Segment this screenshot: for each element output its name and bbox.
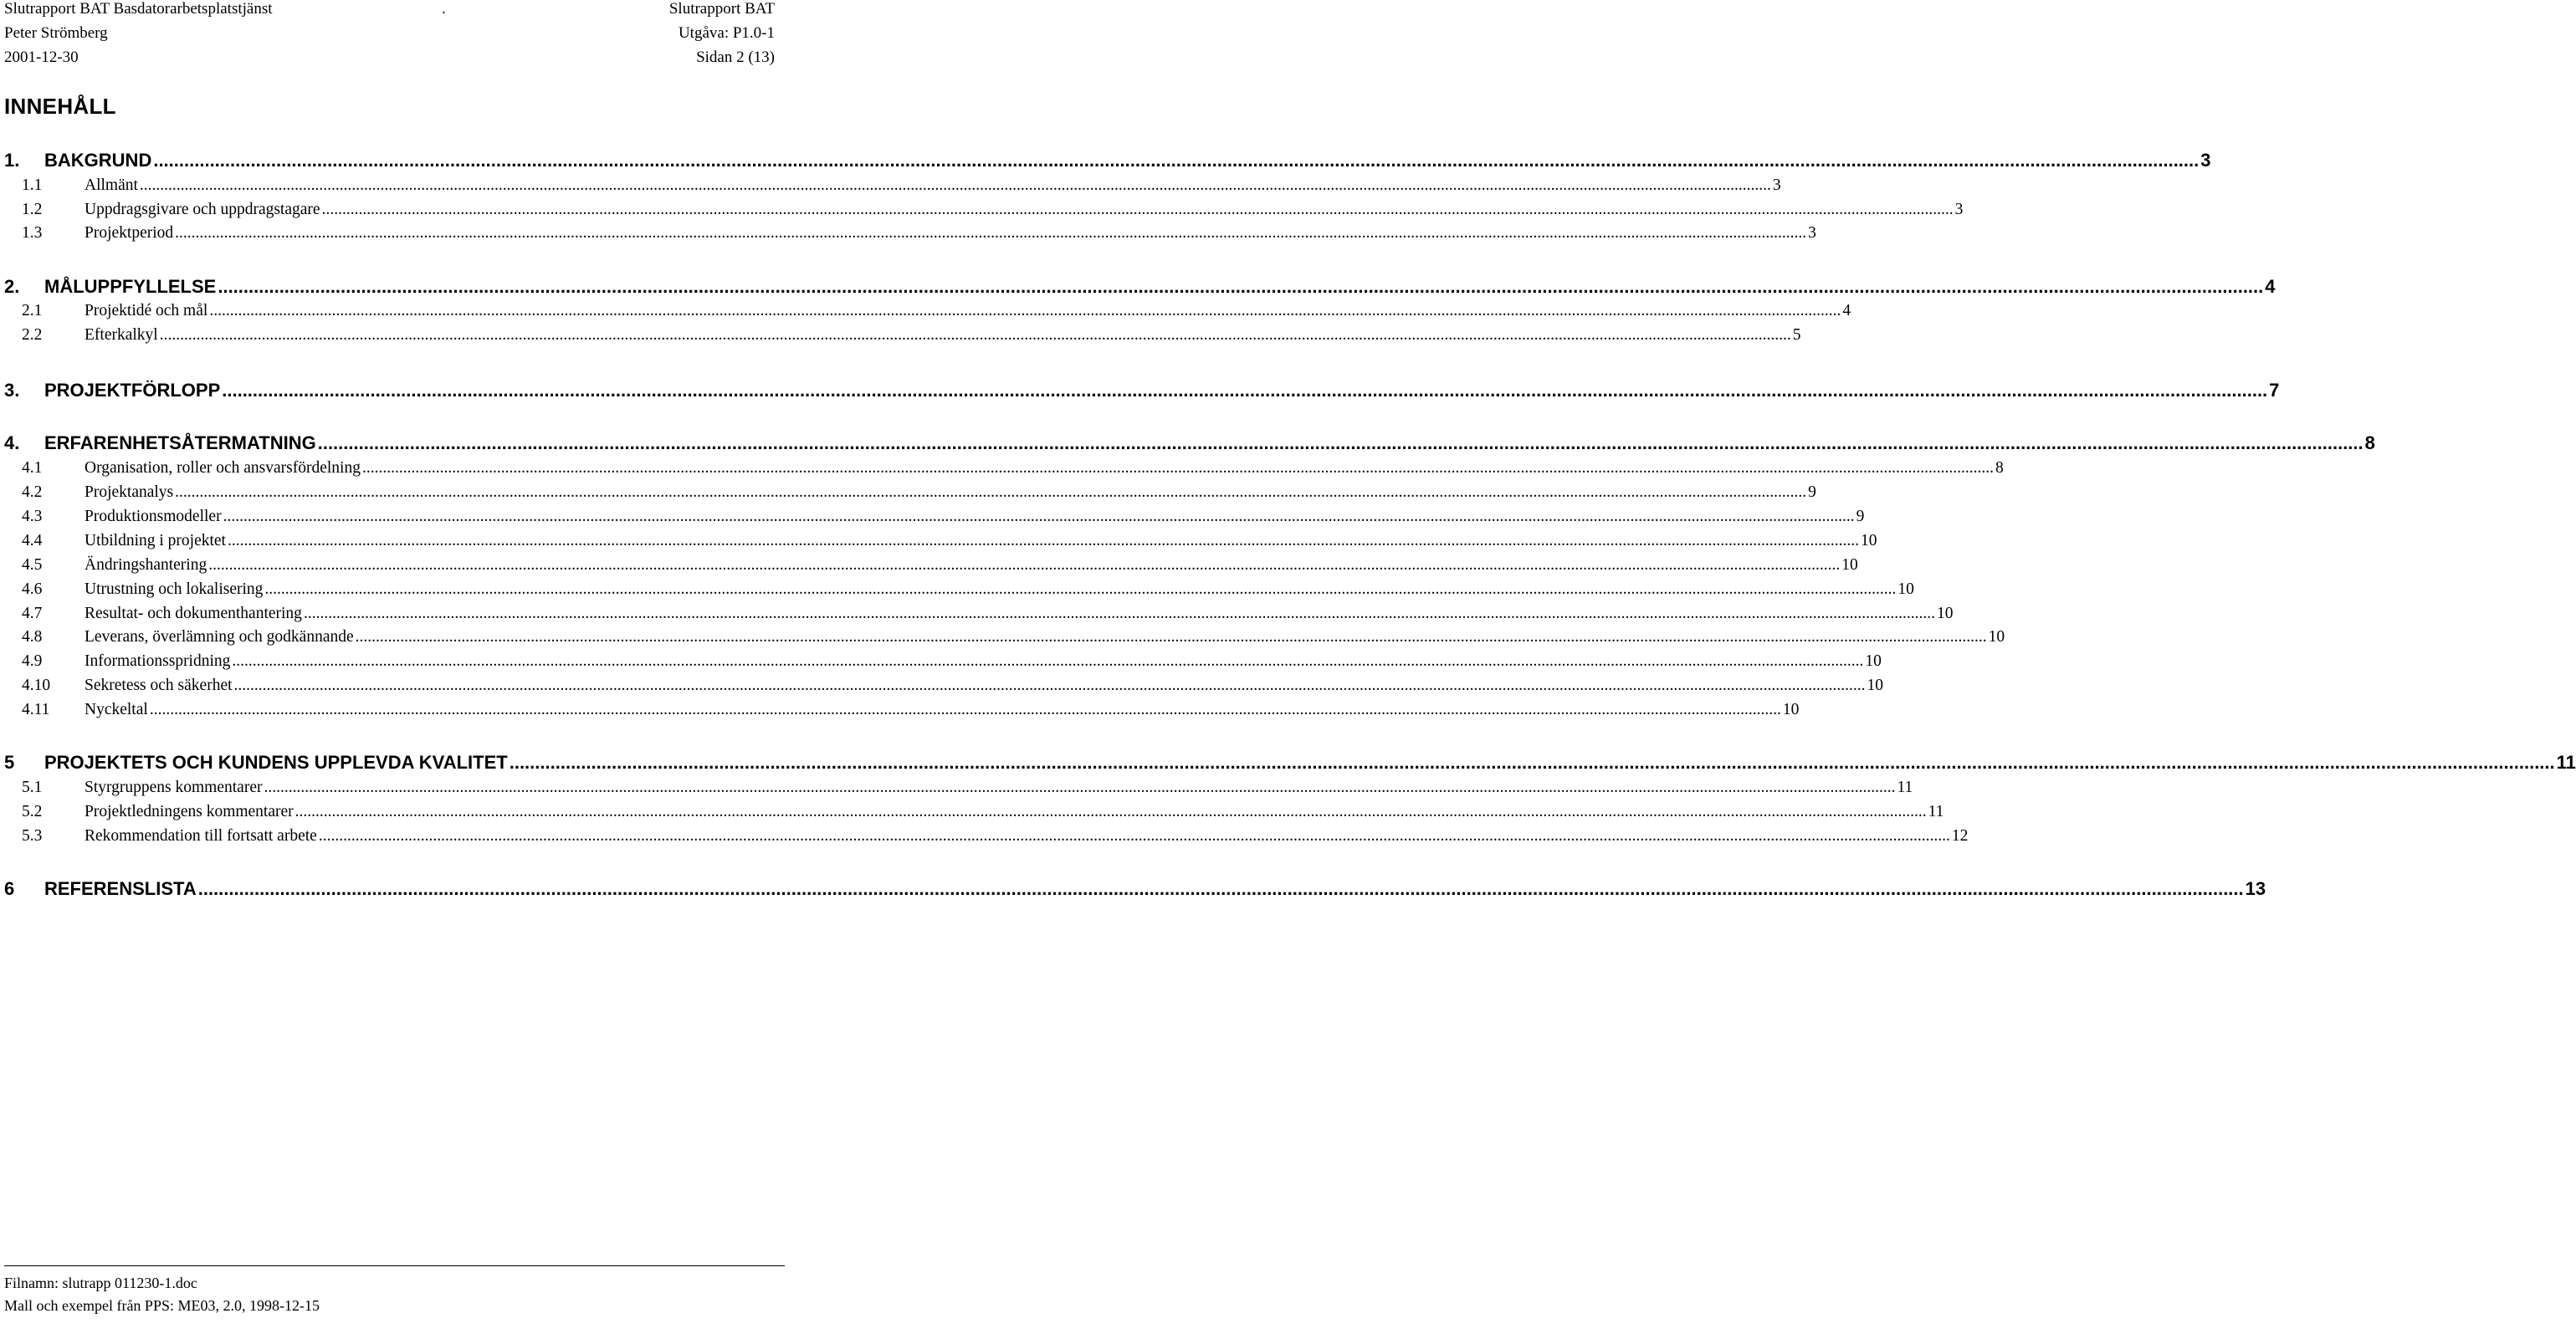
toc-entry-4-3[interactable] — [22, 505, 1865, 529]
toc-dot-leader: ................................................................................................................................................................................................................................................................................................................................................................................................................ — [153, 150, 2200, 171]
toc-entry-number: 4.7 — [22, 605, 43, 622]
toc-entry-4[interactable] — [4, 432, 2375, 455]
toc-entry-4-4[interactable] — [22, 529, 1877, 553]
toc-entry-6[interactable] — [4, 877, 2266, 901]
toc-entry-page: 3 — [2200, 150, 2211, 171]
toc-heading: INNEHÅLL — [4, 94, 116, 119]
toc-entry-title: PROJEKTETS OCH KUNDENS UPPLEVDA KVALITET — [44, 752, 508, 773]
toc-entry-5-2[interactable] — [22, 800, 1944, 824]
toc-entry-title: Projektidé och mål — [85, 302, 208, 319]
toc-entry-4-8[interactable] — [22, 626, 2005, 649]
toc-entry-title: BAKGRUND — [44, 150, 152, 171]
toc-entry-title: Nyckeltal — [85, 701, 148, 718]
toc-entry-title: Efterkalkyl — [85, 326, 158, 344]
toc-entry-number: 4. — [4, 432, 20, 453]
toc-entry-title: Styrgruppens kommentarer — [85, 779, 263, 796]
toc-entry-1[interactable] — [4, 149, 2211, 172]
toc-entry-page: 7 — [2269, 380, 2280, 401]
toc-entry-page: 10 — [1988, 628, 2005, 646]
toc-entry-page: 3 — [1954, 201, 1964, 218]
toc-entry-page: 5 — [1792, 326, 1801, 344]
toc-entry-number: 4.10 — [22, 677, 51, 694]
toc-dot-leader: ................................................................................................................................................................................................................................................................................................................................................................................................................ — [175, 224, 1807, 242]
toc-entry-title: Projektanalys — [85, 483, 174, 501]
toc-dot-leader: ................................................................................................................................................................................................................................................................................................................................................................................................................ — [149, 701, 1781, 718]
toc-entry-title: Utbildning i projektet — [85, 532, 226, 549]
header-page-number: Sidan 2 (13) — [696, 49, 775, 66]
toc-entry-number: 4.11 — [22, 701, 50, 718]
toc-entry-page: 8 — [2364, 432, 2375, 453]
toc-dot-leader: ................................................................................................................................................................................................................................................................................................................................................................................................................ — [318, 827, 1950, 845]
toc-entry-title: Organisation, roller och ansvarsfördelning — [85, 459, 361, 477]
toc-entry-4-5[interactable] — [22, 554, 1858, 577]
toc-entry-1-1[interactable] — [22, 174, 1781, 197]
toc-entry-title: Sekretess och säkerhet — [85, 677, 233, 694]
toc-entry-page: 11 — [1928, 803, 1944, 820]
toc-dot-leader: ................................................................................................................................................................................................................................................................................................................................................................................................................ — [208, 556, 1841, 574]
toc-entry-number: 5.3 — [22, 827, 43, 845]
toc-entry-5-3[interactable] — [22, 825, 1969, 848]
toc-entry-page: 10 — [1897, 580, 1914, 598]
header-document-title: Slutrapport BAT Basdatorarbetsplatstjänst — [4, 0, 273, 18]
toc-entry-page: 4 — [2265, 276, 2276, 297]
toc-entry-number: 4.2 — [22, 483, 43, 501]
toc-entry-page: 3 — [1772, 176, 1781, 194]
toc-entry-number: 2. — [4, 276, 20, 297]
toc-entry-number: 4.4 — [22, 532, 43, 549]
toc-entry-page: 10 — [1865, 652, 1882, 670]
toc-entry-5-1[interactable] — [22, 776, 1913, 800]
toc-entry-number: 4.1 — [22, 459, 43, 477]
toc-entry-5[interactable] — [4, 751, 2576, 774]
toc-entry-title: ERFARENHETSÅTERMATNING — [44, 432, 316, 453]
toc-entry-number: 1.3 — [22, 224, 43, 242]
toc-dot-leader: ................................................................................................................................................................................................................................................................................................................................................................................................................ — [264, 580, 1897, 598]
toc-entry-title: Leverans, överlämning och godkännande — [85, 628, 354, 646]
toc-entry-number: 4.3 — [22, 508, 43, 525]
toc-dot-leader: ................................................................................................................................................................................................................................................................................................................................................................................................................ — [321, 201, 1954, 218]
toc-dot-leader: ................................................................................................................................................................................................................................................................................................................................................................................................................ — [197, 878, 2244, 899]
header-separator-dot: . — [442, 0, 446, 18]
toc-entry-page: 10 — [1936, 605, 1954, 622]
toc-entry-number: 2.1 — [22, 302, 43, 319]
toc-entry-4-6[interactable] — [22, 578, 1914, 601]
toc-entry-2[interactable] — [4, 275, 2276, 299]
toc-entry-page: 10 — [1860, 532, 1877, 549]
header-edition: Utgåva: P1.0-1 — [678, 24, 775, 42]
toc-entry-title: Produktionsmodeller — [85, 508, 222, 525]
footer-divider — [4, 1265, 785, 1266]
toc-entry-title: Rekommendation till fortsatt arbete — [85, 827, 317, 845]
toc-dot-leader: ................................................................................................................................................................................................................................................................................................................................................................................................................ — [233, 677, 1866, 694]
toc-entry-page: 13 — [2245, 878, 2266, 899]
toc-entry-number: 4.5 — [22, 556, 43, 574]
toc-entry-page: 11 — [2556, 752, 2576, 773]
toc-entry-3[interactable] — [4, 379, 2280, 402]
toc-dot-leader: ................................................................................................................................................................................................................................................................................................................................................................................................................ — [218, 276, 2264, 297]
header-author: Peter Strömberg — [4, 24, 108, 42]
toc-entry-title: REFERENSLISTA — [44, 878, 197, 899]
toc-entry-page: 12 — [1951, 827, 1969, 845]
toc-entry-title: Informationsspridning — [85, 652, 231, 670]
toc-dot-leader: ................................................................................................................................................................................................................................................................................................................................................................................................................ — [294, 803, 1927, 820]
toc-entry-page: 9 — [1808, 483, 1816, 501]
footer-template-source: Mall och exempel från PPS: ME03, 2.0, 1998-12-15 — [4, 1297, 320, 1314]
toc-entry-title: Uppdragsgivare och uppdragstagare — [85, 201, 320, 218]
toc-entry-1-3[interactable] — [22, 222, 1816, 245]
toc-entry-4-11[interactable] — [22, 698, 1800, 722]
header-date: 2001-12-30 — [4, 49, 79, 66]
toc-entry-title: Allmänt — [85, 176, 138, 194]
toc-entry-page: 3 — [1808, 224, 1816, 242]
toc-entry-4-7[interactable] — [22, 602, 1954, 626]
toc-entry-number: 4.9 — [22, 652, 43, 670]
toc-entry-number: 6 — [4, 878, 15, 899]
toc-dot-leader: ................................................................................................................................................................................................................................................................................................................................................................................................................ — [355, 628, 1987, 646]
toc-entry-page: 10 — [1841, 556, 1858, 574]
header-short-title: Slutrapport BAT — [668, 0, 775, 18]
toc-entry-number: 1.2 — [22, 201, 43, 218]
footer-filename: Filnamn: slutrapp 011230-1.doc — [4, 1275, 197, 1291]
toc-entry-title: Resultat- och dokumenthantering — [85, 605, 302, 622]
toc-dot-leader: ................................................................................................................................................................................................................................................................................................................................................................................................................ — [209, 302, 1841, 319]
toc-dot-leader: ................................................................................................................................................................................................................................................................................................................................................................................................................ — [317, 432, 2363, 453]
toc-entry-4-10[interactable] — [22, 674, 1884, 698]
toc-entry-title: Projektledningens kommentarer — [85, 803, 294, 820]
toc-entry-page: 9 — [1856, 508, 1865, 525]
toc-entry-4-1[interactable] — [22, 457, 2004, 480]
toc-entry-number: 4.8 — [22, 628, 43, 646]
toc-entry-page: 11 — [1897, 779, 1913, 796]
toc-entry-number: 3. — [4, 380, 20, 401]
toc-dot-leader: ................................................................................................................................................................................................................................................................................................................................................................................................................ — [509, 752, 2555, 773]
toc-entry-page: 10 — [1782, 701, 1800, 718]
toc-entry-number: 2.2 — [22, 326, 43, 344]
toc-entry-title: Projektperiod — [85, 224, 174, 242]
toc-entry-title: PROJEKTFÖRLOPP — [44, 380, 221, 401]
toc-entry-page: 8 — [1995, 459, 2004, 477]
toc-entry-number: 4.6 — [22, 580, 43, 598]
toc-entry-title: Utrustning och lokalisering — [85, 580, 264, 598]
toc-entry-number: 1.1 — [22, 176, 43, 194]
toc-entry-title: Ändringshantering — [85, 556, 207, 574]
toc-entry-2-1[interactable] — [22, 299, 1851, 323]
toc-dot-leader: ................................................................................................................................................................................................................................................................................................................................................................................................................ — [303, 605, 1935, 622]
toc-dot-leader: ................................................................................................................................................................................................................................................................................................................................................................................................................ — [232, 652, 1864, 670]
toc-entry-title: MÅLUPPFYLLELSE — [44, 276, 217, 297]
toc-entry-4-9[interactable] — [22, 650, 1882, 673]
toc-entry-4-2[interactable] — [22, 481, 1816, 504]
toc-dot-leader: ................................................................................................................................................................................................................................................................................................................................................................................................................ — [159, 326, 1791, 344]
toc-entry-number: 5 — [4, 752, 15, 773]
toc-entry-2-2[interactable] — [22, 324, 1801, 347]
toc-entry-page: 4 — [1842, 302, 1851, 319]
toc-entry-number: 5.1 — [22, 779, 43, 796]
toc-entry-number: 5.2 — [22, 803, 43, 820]
toc-entry-number: 1. — [4, 150, 20, 171]
toc-dot-leader: ................................................................................................................................................................................................................................................................................................................................................................................................................ — [227, 532, 1859, 549]
toc-dot-leader: ................................................................................................................................................................................................................................................................................................................................................................................................................ — [222, 380, 2268, 401]
toc-dot-leader: ................................................................................................................................................................................................................................................................................................................................................................................................................ — [139, 176, 1771, 194]
toc-dot-leader: ................................................................................................................................................................................................................................................................................................................................................................................................................ — [264, 779, 1896, 796]
toc-dot-leader: ................................................................................................................................................................................................................................................................................................................................................................................................................ — [361, 459, 1994, 477]
toc-entry-page: 10 — [1867, 677, 1884, 694]
toc-entry-1-2[interactable] — [22, 198, 1964, 222]
toc-dot-leader: ................................................................................................................................................................................................................................................................................................................................................................................................................ — [223, 508, 1855, 525]
toc-dot-leader: ................................................................................................................................................................................................................................................................................................................................................................................................................ — [175, 483, 1807, 501]
